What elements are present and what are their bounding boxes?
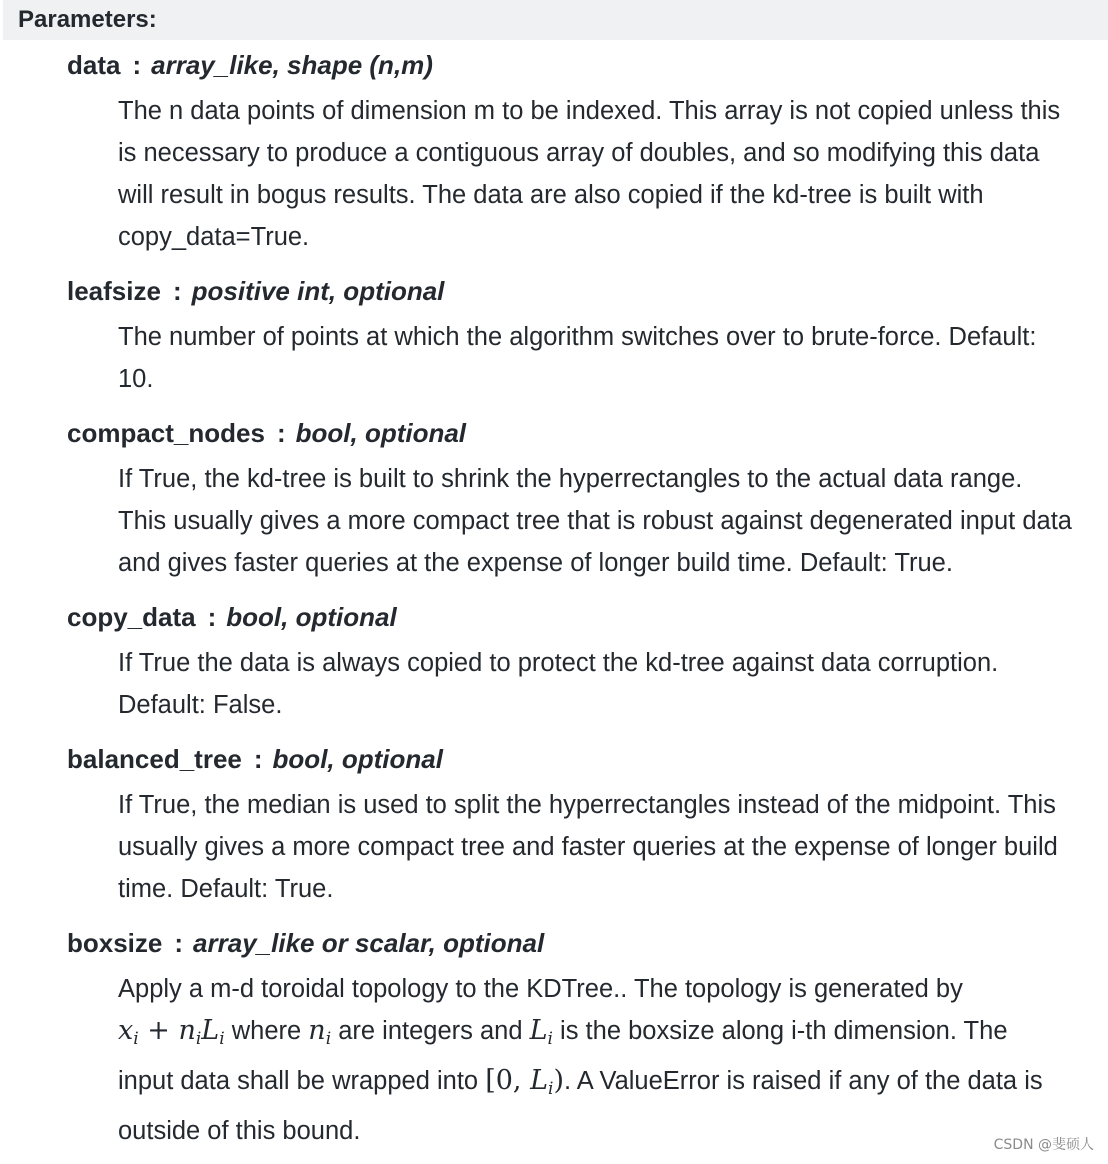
desc-line: Default: False. [118, 691, 283, 719]
desc-line: 10. [118, 365, 154, 393]
param-boxsize [0, 918, 1108, 1152]
math-subscript: i [133, 1029, 139, 1049]
desc-line: If True, the median is used to split the hyperrectangles instead of the midpoint. This [118, 791, 1056, 819]
math-subscript: i [219, 1029, 225, 1049]
param-name: boxsize [67, 928, 163, 958]
param-name: data [67, 50, 121, 80]
param-type: positive int, optional [191, 276, 445, 306]
param-type: array_like, shape (n,m) [151, 50, 433, 80]
desc-line: outside of this bound. [118, 1117, 361, 1145]
desc-text: . A ValueError is raised if any of the data is [564, 1067, 1043, 1095]
param-signature [0, 734, 1108, 784]
param-colon: : [253, 744, 263, 774]
desc-text: input data shall be wrapped into [118, 1067, 486, 1095]
desc-text: are integers and [331, 1017, 530, 1045]
desc-text: is the boxsize along i-th dimension. The [552, 1017, 1008, 1045]
param-description [0, 968, 1108, 1152]
math-subscript: i [195, 1029, 202, 1049]
desc-line: is necessary to produce a contiguous array of doubles, and so modifying this data [118, 139, 1040, 167]
param-compact-nodes [0, 408, 1108, 584]
math-symbol: L [201, 1015, 220, 1046]
math-formula [118, 1015, 225, 1049]
watermark: CSDN @斐硕人 [993, 1137, 1094, 1153]
math-operator: + [138, 1015, 179, 1046]
math-formula [485, 1065, 564, 1099]
math-symbol: x [118, 1015, 134, 1046]
desc-line: If True, the kd-tree is built to shrink the hyperrectangles to the actual data range. [118, 465, 1023, 493]
param-data [0, 40, 1108, 258]
param-name: leafsize [67, 276, 161, 306]
param-type: bool, optional [272, 744, 443, 774]
param-colon: : [132, 50, 142, 80]
desc-line [118, 1060, 1100, 1110]
math-formula [529, 1015, 553, 1049]
param-type: array_like or scalar, optional [193, 928, 545, 958]
param-description [0, 642, 1108, 726]
desc-line: and gives faster queries at the expense of longer build time. Default: True. [118, 549, 953, 577]
desc-line [118, 1010, 1100, 1060]
param-signature [0, 408, 1108, 458]
math-interval-open: [0, [485, 1065, 531, 1096]
param-description [0, 784, 1108, 910]
math-symbol: n [308, 1015, 326, 1046]
param-balanced-tree [0, 734, 1108, 910]
math-subscript: i [325, 1029, 332, 1049]
parameters-heading: Parameters: [18, 6, 157, 33]
desc-line: Apply a m-d toroidal topology to the KDTree.. The topology is generated by [118, 975, 963, 1003]
param-signature [0, 40, 1108, 90]
param-name: balanced_tree [67, 744, 242, 774]
param-description [0, 316, 1108, 400]
desc-line: This usually gives a more compact tree that is robust against degenerated input data [118, 507, 1072, 535]
param-colon: : [276, 418, 286, 448]
parameters-list [0, 40, 1108, 1160]
param-colon: : [172, 276, 182, 306]
param-signature [0, 918, 1108, 968]
param-colon: : [207, 602, 217, 632]
desc-text: where [224, 1017, 309, 1045]
param-signature [0, 592, 1108, 642]
desc-line: will result in bogus results. The data are also copied if the kd-tree is built with [118, 181, 984, 209]
math-subscript: i [548, 1079, 554, 1099]
desc-line: time. Default: True. [118, 875, 334, 903]
param-type: bool, optional [295, 418, 467, 448]
param-description [0, 458, 1108, 584]
math-formula [308, 1015, 332, 1049]
param-name: copy_data [67, 602, 196, 632]
param-colon: : [174, 928, 184, 958]
math-symbol: n [178, 1015, 196, 1046]
desc-line: usually gives a more compact tree and faster queries at the expense of longer build [118, 833, 1058, 861]
desc-line: The number of points at which the algorithm switches over to brute-force. Default: [118, 323, 1037, 351]
math-symbol: L [530, 1065, 549, 1096]
desc-line: The n data points of dimension m to be indexed. This array is not copied unless this [118, 97, 1061, 125]
desc-line: copy_data=True. [118, 223, 310, 251]
param-name: compact_nodes [67, 418, 265, 448]
param-leafsize [0, 266, 1108, 400]
param-type: bool, optional [226, 602, 397, 632]
math-interval-close: ) [553, 1065, 564, 1096]
desc-line: If True the data is always copied to protect the kd-tree against data corruption. [118, 649, 999, 677]
parameters-header-bar [3, 0, 1108, 40]
math-subscript: i [547, 1029, 553, 1049]
param-copy-data [0, 592, 1108, 726]
math-symbol: L [529, 1015, 548, 1046]
param-signature [0, 266, 1108, 316]
param-description [0, 90, 1108, 258]
